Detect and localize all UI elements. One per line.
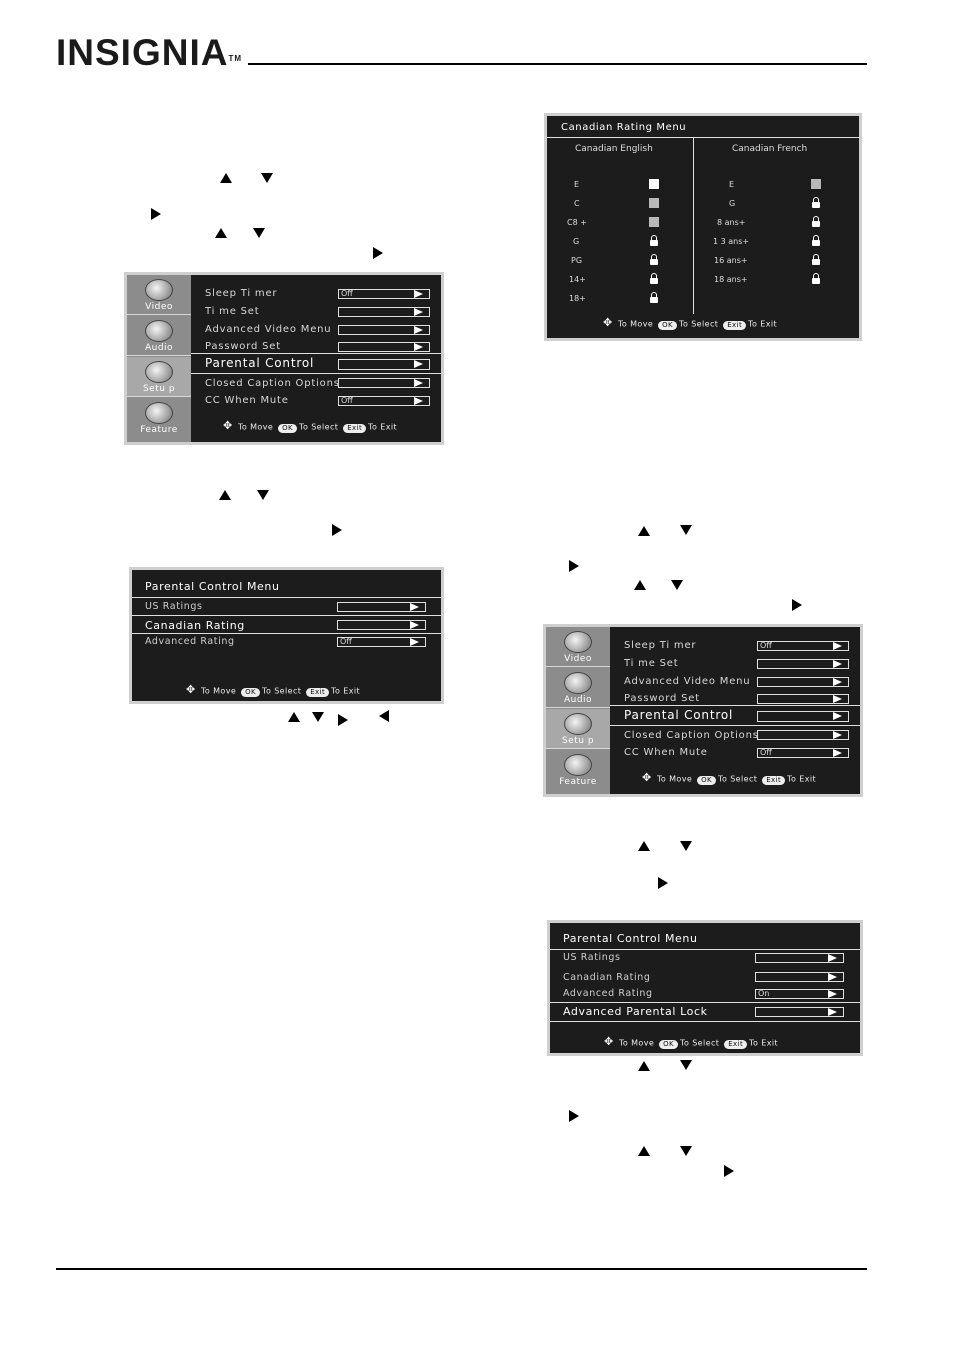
canadian-rating-value[interactable] xyxy=(755,972,844,982)
password-set-value[interactable] xyxy=(757,694,849,704)
ok-button-icon: OK xyxy=(697,776,716,785)
unlocked-box-icon[interactable] xyxy=(811,179,821,189)
up-arrow-icon xyxy=(215,228,227,238)
right-arrow-icon xyxy=(658,877,668,889)
sleep-timer-value[interactable]: Off xyxy=(757,641,849,651)
right-arrow-icon xyxy=(833,660,842,668)
sidebar-item-audio[interactable]: Audio xyxy=(546,668,610,708)
us-ratings-value[interactable] xyxy=(337,602,426,612)
move-icon xyxy=(223,422,235,432)
exit-button-icon: Exit xyxy=(762,776,785,785)
sidebar-item-video[interactable]: Video xyxy=(127,275,191,315)
french-rating-label: E xyxy=(729,180,735,189)
lock-icon[interactable] xyxy=(650,240,658,246)
lock-icon[interactable] xyxy=(650,297,658,303)
menu-item-closed-caption-options[interactable]: Closed Caption Options xyxy=(205,378,340,389)
setup-icon xyxy=(145,361,173,383)
english-rating-label: 18+ xyxy=(569,294,586,303)
navigation-hint: ✥ To Move OK To Select Exit To Exit xyxy=(603,319,777,330)
down-arrow-icon xyxy=(671,580,683,590)
menu-item-cc-when-mute[interactable]: CC When Mute xyxy=(624,747,708,758)
sleep-timer-value[interactable]: Off xyxy=(338,289,430,299)
down-arrow-icon xyxy=(680,841,692,851)
menu-item-advanced-video-menu[interactable]: Advanced Video Menu xyxy=(205,324,332,335)
french-rating-label: G xyxy=(729,199,736,208)
unlocked-box-icon[interactable] xyxy=(649,217,659,227)
menu-item-closed-caption-options[interactable]: Closed Caption Options xyxy=(624,730,759,741)
advanced-video-menu-value[interactable] xyxy=(338,325,430,335)
menu-item-parental-control[interactable]: Parental Control xyxy=(624,708,734,722)
trademark: TM xyxy=(228,54,243,63)
right-arrow-icon xyxy=(724,1165,734,1177)
setup-menu-screenshot-2 xyxy=(543,624,863,797)
parental-control-menu-screenshot-2 xyxy=(547,920,863,1056)
setup-icon xyxy=(564,713,592,735)
move-icon xyxy=(186,686,198,696)
exit-button-icon: Exit xyxy=(724,1040,747,1049)
right-arrow-icon xyxy=(414,343,423,351)
lock-icon[interactable] xyxy=(812,221,820,227)
lock-icon[interactable] xyxy=(650,278,658,284)
right-arrow-icon xyxy=(828,1008,837,1016)
footer-rule xyxy=(56,1268,867,1270)
right-arrow-icon xyxy=(414,308,423,316)
setup-sidebar xyxy=(546,627,610,794)
right-arrow-icon xyxy=(338,714,348,726)
french-rating-label: 16 ans+ xyxy=(714,256,748,265)
up-arrow-icon xyxy=(219,490,231,500)
down-arrow-icon xyxy=(257,490,269,500)
right-arrow-icon xyxy=(410,638,419,646)
right-arrow-icon xyxy=(792,599,802,611)
parental-control-value[interactable] xyxy=(757,711,849,722)
advanced-video-menu-value[interactable] xyxy=(757,677,849,687)
advanced-parental-lock-value[interactable] xyxy=(755,1007,844,1017)
canadian-rating-value[interactable] xyxy=(337,620,426,630)
up-arrow-icon xyxy=(634,580,646,590)
english-column-header: Canadian English xyxy=(575,144,653,154)
sidebar-item-setup[interactable]: Setu p xyxy=(546,709,610,749)
right-arrow-icon xyxy=(833,712,842,720)
header-rule xyxy=(248,63,867,65)
cc-when-mute-value[interactable]: Off xyxy=(757,748,849,758)
lock-icon[interactable] xyxy=(812,259,820,265)
right-arrow-icon xyxy=(414,360,423,368)
closed-caption-options-value[interactable] xyxy=(338,378,430,388)
right-arrow-icon xyxy=(332,524,342,536)
exit-button-icon: Exit xyxy=(306,688,329,697)
menu-item-sleep-timer[interactable]: Sleep Ti mer xyxy=(624,640,697,651)
audio-icon xyxy=(564,672,592,694)
brand-name: INSIGNIA xyxy=(56,32,229,73)
english-rating-label: E xyxy=(574,180,580,189)
navigation-hint: ✥ To Move OK To Select Exit To Exit xyxy=(642,774,816,785)
down-arrow-icon xyxy=(680,525,692,535)
right-arrow-icon xyxy=(828,990,837,998)
english-rating-label: C xyxy=(574,199,580,208)
up-arrow-icon xyxy=(638,1061,650,1071)
navigation-hint: ✥ To Move OK To Select Exit To Exit xyxy=(604,1038,778,1049)
menu-item-password-set[interactable]: Password Set xyxy=(624,693,700,704)
canadian-rating-menu-screenshot xyxy=(544,113,862,341)
right-arrow-icon xyxy=(828,973,837,981)
right-arrow-icon xyxy=(151,208,161,220)
up-arrow-icon xyxy=(220,173,232,183)
page-title: Parental Control Menu xyxy=(563,932,698,945)
lock-icon[interactable] xyxy=(812,278,820,284)
divider xyxy=(547,137,859,138)
sidebar-item-feature[interactable]: Feature xyxy=(127,398,191,438)
right-arrow-icon xyxy=(414,326,423,334)
right-arrow-icon xyxy=(833,678,842,686)
move-icon xyxy=(603,319,615,329)
divider xyxy=(550,1021,860,1022)
right-arrow-icon xyxy=(828,954,837,962)
english-rating-label: PG xyxy=(571,256,583,265)
menu-item-advanced-parental-lock[interactable]: Advanced Parental Lock xyxy=(563,1005,708,1018)
navigation-hint: ✥ To Move OK To Select Exit To Exit xyxy=(186,686,360,697)
parental-control-value[interactable] xyxy=(338,359,430,370)
down-arrow-icon xyxy=(312,712,324,722)
menu-item-sleep-timer[interactable]: Sleep Ti mer xyxy=(205,288,278,299)
lock-icon[interactable] xyxy=(650,259,658,265)
sidebar-item-video[interactable]: Video xyxy=(546,627,610,667)
menu-item-password-set[interactable]: Password Set xyxy=(205,341,281,352)
up-arrow-icon xyxy=(638,841,650,851)
menu-item-us-ratings[interactable]: US Ratings xyxy=(145,601,203,612)
brand-logo xyxy=(56,30,242,76)
right-arrow-icon xyxy=(414,397,423,405)
move-icon xyxy=(604,1038,616,1048)
advanced-rating-value[interactable]: Off xyxy=(337,637,426,647)
audio-icon xyxy=(145,320,173,342)
parental-control-menu-screenshot-1 xyxy=(129,567,444,704)
page-title: Parental Control Menu xyxy=(145,580,280,593)
ok-button-icon: OK xyxy=(241,688,260,697)
video-icon xyxy=(564,631,592,653)
menu-item-advanced-rating[interactable]: Advanced Rating xyxy=(563,988,653,999)
right-arrow-icon xyxy=(833,731,842,739)
setup-sidebar xyxy=(127,275,191,442)
lock-icon[interactable] xyxy=(812,240,820,246)
right-arrow-icon xyxy=(833,695,842,703)
down-arrow-icon xyxy=(261,173,273,183)
password-set-value[interactable] xyxy=(338,342,430,352)
cc-when-mute-value[interactable]: Off xyxy=(338,396,430,406)
english-rating-label: 14+ xyxy=(569,275,586,284)
advanced-rating-value[interactable]: On xyxy=(755,989,844,999)
menu-item-time-set[interactable]: Ti me Set xyxy=(624,658,679,669)
right-arrow-icon xyxy=(569,1110,579,1122)
right-arrow-icon xyxy=(569,560,579,572)
navigation-hint: ✥ To Move OK To Select Exit To Exit xyxy=(223,422,397,433)
exit-button-icon: Exit xyxy=(343,424,366,433)
setup-menu-screenshot-1 xyxy=(124,272,444,445)
down-arrow-icon xyxy=(680,1060,692,1070)
right-arrow-icon xyxy=(414,379,423,387)
lock-icon[interactable] xyxy=(812,202,820,208)
divider xyxy=(550,1002,860,1003)
menu-item-us-ratings[interactable]: US Ratings xyxy=(563,952,621,963)
video-icon xyxy=(145,279,173,301)
right-arrow-icon xyxy=(410,603,419,611)
right-arrow-icon xyxy=(373,247,383,259)
unlocked-box-icon[interactable] xyxy=(649,198,659,208)
french-rating-label: 8 ans+ xyxy=(717,218,746,227)
up-arrow-icon xyxy=(638,1146,650,1156)
english-rating-label: G xyxy=(573,237,580,246)
menu-item-canadian-rating[interactable]: Canadian Rating xyxy=(145,619,245,632)
right-arrow-icon xyxy=(833,749,842,757)
divider xyxy=(132,597,441,598)
menu-item-advanced-rating[interactable]: Advanced Rating xyxy=(145,636,235,647)
up-arrow-icon xyxy=(638,526,650,536)
sidebar-item-audio[interactable]: Audio xyxy=(127,316,191,356)
feature-icon xyxy=(145,402,173,424)
menu-item-time-set[interactable]: Ti me Set xyxy=(205,306,260,317)
time-set-value[interactable] xyxy=(338,307,430,317)
right-arrow-icon xyxy=(414,290,423,298)
exit-button-icon: Exit xyxy=(723,321,746,330)
feature-icon xyxy=(564,754,592,776)
french-rating-label: 1 3 ans+ xyxy=(713,237,750,246)
us-ratings-value[interactable] xyxy=(755,953,844,963)
menu-item-canadian-rating[interactable]: Canadian Rating xyxy=(563,972,651,983)
ok-button-icon: OK xyxy=(278,424,297,433)
down-arrow-icon xyxy=(253,228,265,238)
unlocked-box-icon[interactable] xyxy=(649,179,659,189)
left-arrow-icon xyxy=(379,710,389,722)
time-set-value[interactable] xyxy=(757,659,849,669)
divider xyxy=(132,633,441,634)
ok-button-icon: OK xyxy=(658,321,677,330)
closed-caption-options-value[interactable] xyxy=(757,730,849,740)
menu-item-cc-when-mute[interactable]: CC When Mute xyxy=(205,395,289,406)
down-arrow-icon xyxy=(680,1146,692,1156)
page-title: Canadian Rating Menu xyxy=(561,122,687,133)
french-rating-label: 18 ans+ xyxy=(714,275,748,284)
divider xyxy=(550,949,860,950)
divider xyxy=(132,615,441,616)
ok-button-icon: OK xyxy=(659,1040,678,1049)
right-arrow-icon xyxy=(410,621,419,629)
right-arrow-icon xyxy=(833,642,842,650)
english-rating-label: C8 + xyxy=(567,218,587,227)
move-icon xyxy=(642,774,654,784)
up-arrow-icon xyxy=(288,712,300,722)
sidebar-item-setup[interactable]: Setu p xyxy=(127,357,191,397)
menu-item-parental-control[interactable]: Parental Control xyxy=(205,356,315,370)
column-divider xyxy=(693,138,694,314)
sidebar-item-feature[interactable]: Feature xyxy=(546,750,610,790)
french-column-header: Canadian French xyxy=(732,144,808,154)
menu-item-advanced-video-menu[interactable]: Advanced Video Menu xyxy=(624,676,751,687)
